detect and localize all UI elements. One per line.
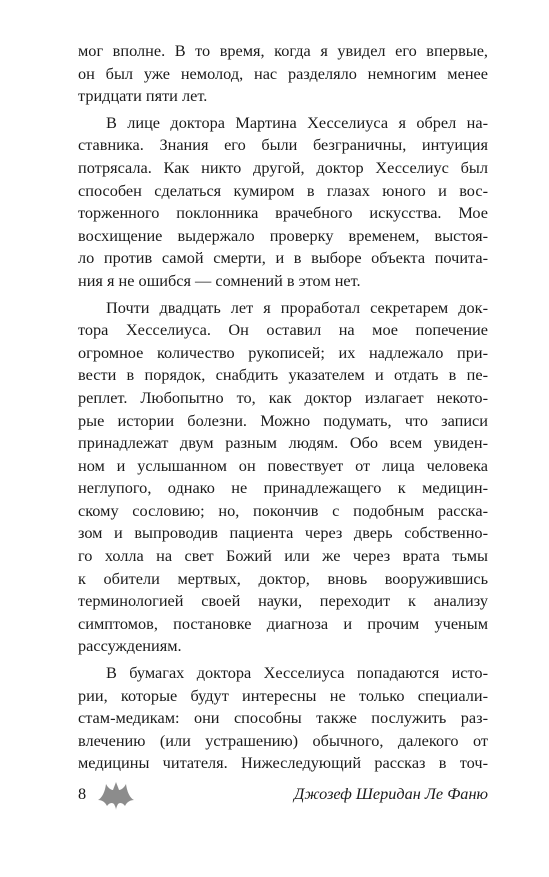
- text-line: ния я не ошибся — сомнений в этом нет.: [78, 270, 361, 290]
- text-line: способен сделаться кумиром в глазах юного и вос-: [78, 180, 488, 200]
- text-line: торженного поклонника врачебного искусства. Мое: [78, 203, 488, 223]
- text-line: тора Хесселиуса. Он оставил на мое попечение: [78, 320, 488, 340]
- text-line: зом и выпроводив пациента через дверь собственно-: [78, 523, 488, 543]
- text-line: ло против самой смерти, и в выборе объекта почита-: [78, 248, 488, 268]
- text-line: терминологией своей науки, переходит к анализу: [78, 591, 488, 611]
- page-number: 8: [78, 784, 87, 803]
- text-line: вести в порядок, снабдить указателем и отдать в пе-: [78, 365, 488, 385]
- book-author: Джозеф Шеридан Ле Фаню: [294, 784, 488, 803]
- text-line: реплет. Любопытно то, как доктор излагает некото-: [78, 387, 488, 407]
- text-line: потрясала. Как никто другой, доктор Хесселиус был: [78, 157, 488, 177]
- text-line: влечению (или устрашению) обычного, далекого от: [78, 730, 488, 750]
- text-line: тридцати пяти лет.: [78, 86, 208, 106]
- text-line: неглупого, однако не принадлежащего к медицин-: [78, 478, 488, 498]
- text-line: симптомов, постановке диагноза и прочим ученым: [78, 613, 488, 633]
- text-line: принадлежат двум разным людям. Обо всем увиден-: [78, 433, 488, 453]
- text-line: огромное количество рукописей; их надлежало при-: [78, 342, 488, 362]
- text-line: рии, которые будут интересны не только специали-: [78, 685, 488, 705]
- text-line: он был уже немолод, нас разделяло немногим менее: [78, 63, 488, 83]
- text-line: скому сословию; но, покончив с подобным расска-: [78, 500, 488, 520]
- text-line: стам-медикам: они способны также послужить раз-: [78, 708, 488, 728]
- text-line: медицины читателя. Нижеследующий рассказ в точ-: [78, 753, 488, 773]
- text-line: восхищение выдержало проверку временем, выстоя-: [78, 225, 488, 245]
- bat-icon: [96, 778, 136, 812]
- text-line: ном и услышанном он повествует от лица человека: [78, 455, 488, 475]
- text-line: ставника. Знания его были безграничны, интуиция: [78, 135, 488, 155]
- text-line: к обители мертвых, доктор, вновь вооружившись: [78, 568, 488, 588]
- text-line: рые истории болезни. Можно подумать, что записи: [78, 410, 488, 430]
- text-line: мог вполне. В то время, когда я увидел его впервые,: [78, 41, 488, 60]
- text-line: В бумагах доктора Хесселиуса попадаются исто-: [106, 663, 488, 683]
- body-text: [78, 40, 488, 775]
- page-footer: [78, 784, 488, 810]
- text-line: Почти двадцать лет я проработал секретарем док-: [106, 297, 488, 317]
- text-line: рассуждениям.: [78, 636, 182, 656]
- text-line: го холла на свет Божий или же через врата тьмы: [78, 546, 488, 566]
- text-line: В лице доктора Мартина Хесселиуса я обрел на-: [106, 112, 488, 132]
